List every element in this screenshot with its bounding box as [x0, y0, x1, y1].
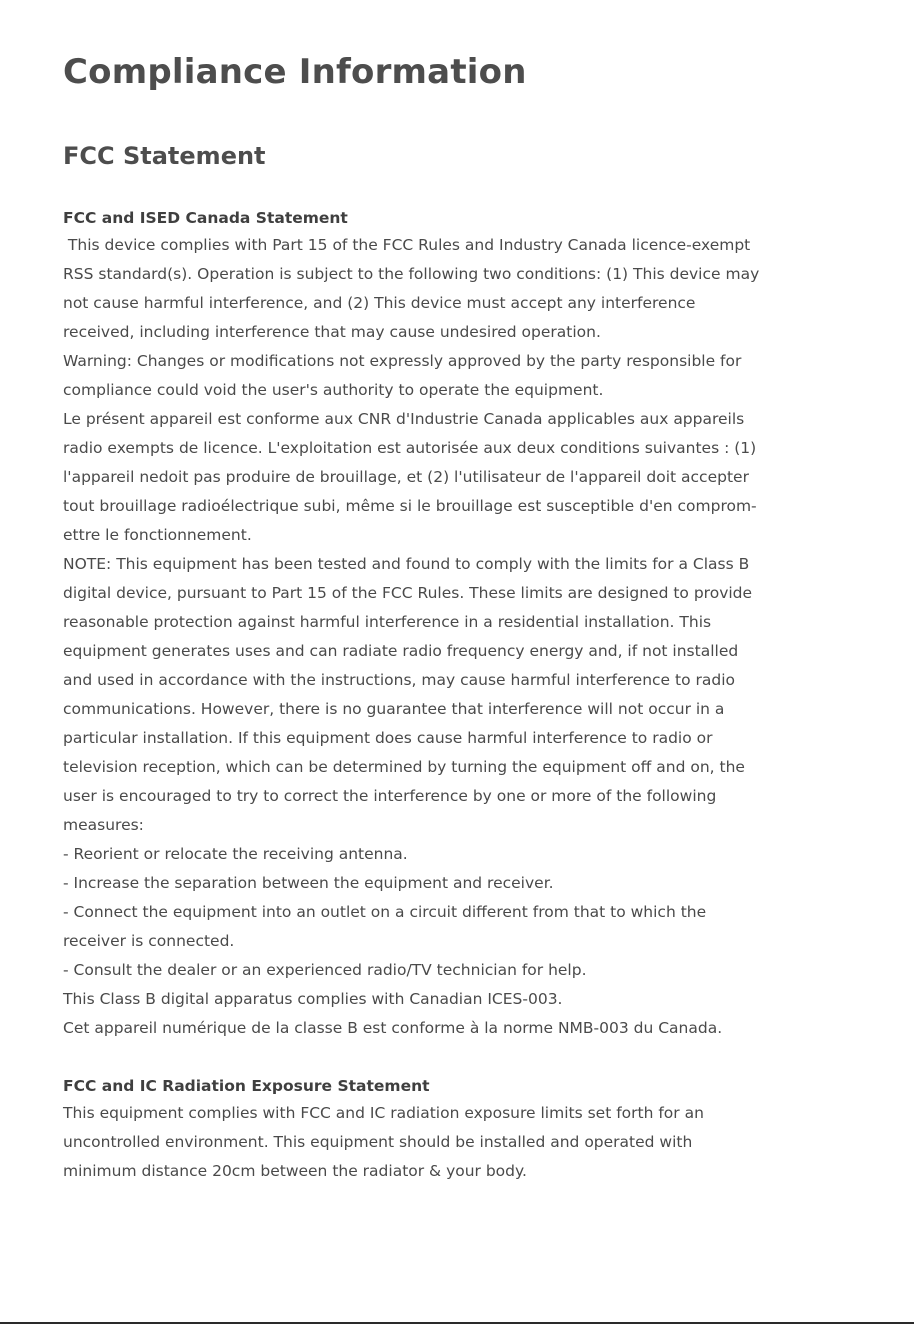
body-text-line: receiver is connected. [63, 932, 235, 950]
body-text-line: communications. However, there is no guarantee that interference will not occur in a [63, 700, 725, 718]
radiation-exposure-section [63, 1073, 863, 1186]
body-text-line: radio exempts de licence. L'exploitation est autorisée aux deux conditions suivantes : (1) [63, 439, 757, 457]
body-text-line: reasonable protection against harmful interference in a residential installation. This [63, 613, 712, 631]
body-text-line: Le présent appareil est conforme aux CNR d'Industrie Canada applicables aux appareils [63, 410, 745, 428]
body-text-line: - Reorient or relocate the receiving antenna. [63, 845, 408, 863]
body-text-line: - Increase the separation between the equipment and receiver. [63, 874, 554, 892]
body-text-line: - Connect the equipment into an outlet on a circuit different from that to which the [63, 903, 707, 921]
body-text-line: This equipment complies with FCC and IC radiation exposure limits set forth for an [63, 1104, 704, 1122]
radiation-exposure-heading: FCC and IC Radiation Exposure Statement [63, 1077, 430, 1095]
body-text-line: l'appareil nedoit pas produire de brouillage, et (2) l'utilisateur de l'appareil doit accepter [63, 468, 749, 486]
body-text-line: received, including interference that may cause undesired operation. [63, 323, 601, 341]
body-text-line: equipment generates uses and can radiate radio frequency energy and, if not installed [63, 642, 739, 660]
body-text-line: user is encouraged to try to correct the interference by one or more of the following [63, 787, 717, 805]
body-text-line: - Consult the dealer or an experienced radio/TV technician for help. [63, 961, 587, 979]
body-text-line: RSS standard(s). Operation is subject to the following two conditions: (1) This device may [63, 265, 760, 283]
body-text-line: Warning: Changes or modifications not expressly approved by the party responsible for [63, 352, 742, 370]
body-text-line: particular installation. If this equipment does cause harmful interference to radio or [63, 729, 713, 747]
body-text-line: ettre le fonctionnement. [63, 526, 252, 544]
body-text-line: This device complies with Part 15 of the FCC Rules and Industry Canada licence-exempt [63, 236, 751, 254]
radiation-exposure-body [63, 1099, 863, 1186]
ised-canada-body [63, 231, 863, 1043]
page-title: Compliance Information [63, 52, 527, 92]
body-text-line: measures: [63, 816, 144, 834]
body-text-line: NOTE: This equipment has been tested and found to comply with the limits for a Class B [63, 555, 750, 573]
body-text-line: not cause harmful interference, and (2) This device must accept any interference [63, 294, 696, 312]
body-text-line: digital device, pursuant to Part 15 of the FCC Rules. These limits are designed to provide [63, 584, 753, 602]
body-text-line: This Class B digital apparatus complies with Canadian ICES-003. [63, 990, 563, 1008]
body-text-line: Cet appareil numérique de la classe B est conforme à la norme NMB-003 du Canada. [63, 1019, 723, 1037]
ised-canada-section [63, 205, 863, 1043]
body-text-line: uncontrolled environment. This equipment should be installed and operated with [63, 1133, 693, 1151]
fcc-statement-heading: FCC Statement [63, 142, 266, 170]
body-text-line: tout brouillage radioélectrique subi, même si le brouillage est susceptible d'en comprom- [63, 497, 757, 515]
ised-canada-heading: FCC and ISED Canada Statement [63, 209, 348, 227]
body-text-line: and used in accordance with the instructions, may cause harmful interference to radio [63, 671, 736, 689]
body-text-line: compliance could void the user's authority to operate the equipment. [63, 381, 604, 399]
body-text-line: television reception, which can be determined by turning the equipment off and on, the [63, 758, 745, 776]
body-text-line: minimum distance 20cm between the radiator & your body. [63, 1162, 527, 1180]
